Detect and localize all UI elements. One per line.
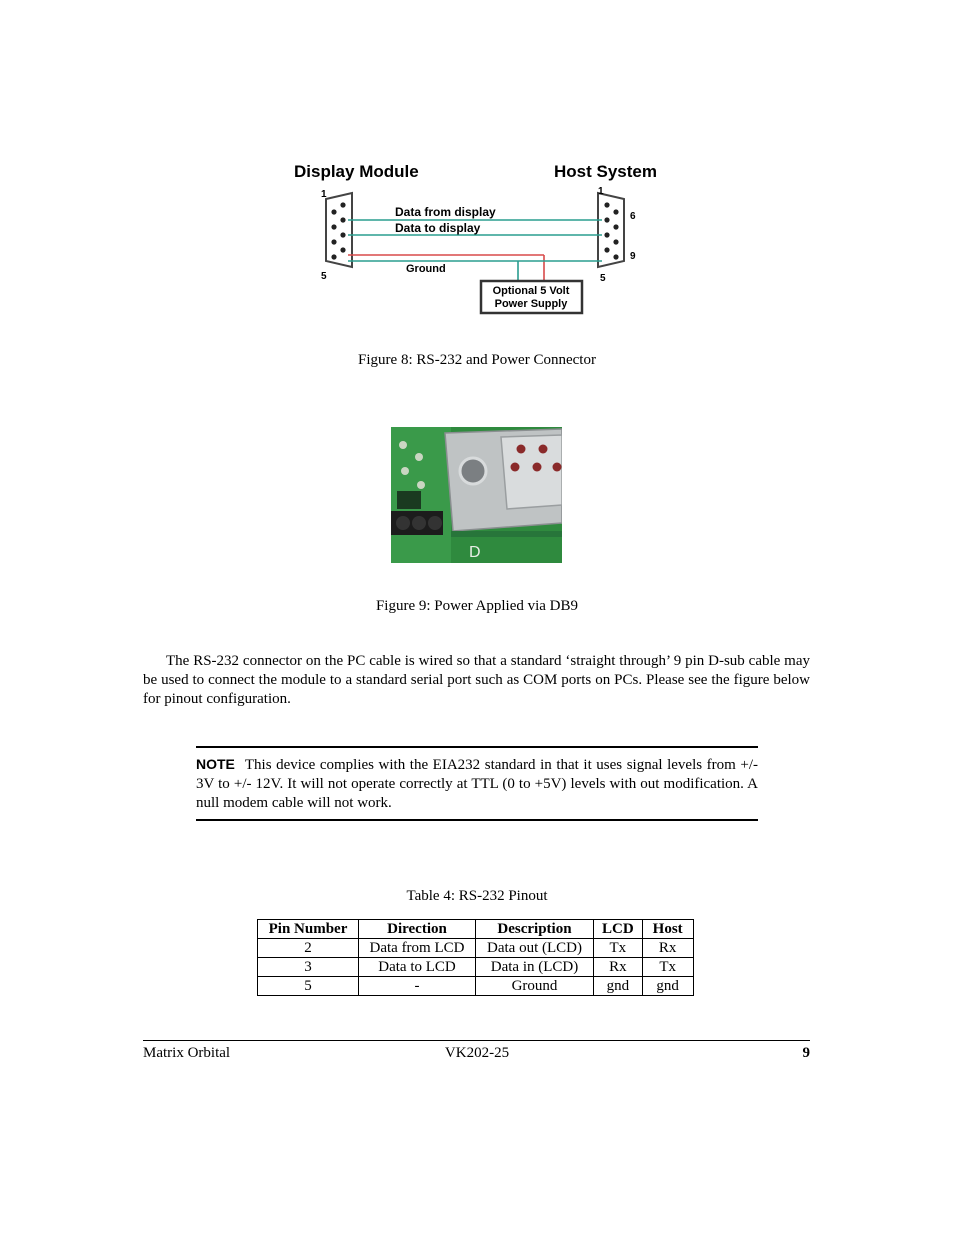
left-db9-connector	[326, 193, 352, 267]
figure-8-caption: Figure 8: RS-232 and Power Connector	[358, 352, 596, 368]
data-from-display-label: Data from display	[395, 205, 496, 219]
table-header-row	[258, 920, 694, 939]
right-db9-connector	[598, 193, 624, 267]
table-cell: gnd	[642, 977, 693, 996]
footer-center: VK202-25	[444, 1045, 510, 1061]
table-cell: Rx	[642, 939, 693, 958]
table-cell: Rx	[594, 958, 643, 977]
table-caption: Table 4: RS-232 Pinout	[406, 888, 548, 904]
right-pin-5-label: 5	[600, 273, 606, 284]
header-direction: Direction	[359, 920, 476, 939]
note-box	[196, 746, 758, 821]
header-description: Description	[476, 920, 594, 939]
footer-left: Matrix Orbital	[143, 1045, 231, 1061]
display-module-label: Display Module	[294, 162, 419, 181]
data-to-display-label: Data to display	[395, 221, 481, 235]
table-row	[258, 939, 694, 958]
figure-9-caption: Figure 9: Power Applied via DB9	[375, 598, 579, 614]
note-text: This device complies with the EIA232 standard in that it uses signal levels from +/- 3V to +/- 12V. It will not operate correctly at TTL (0 to +5V) levels with out modification. A null modem cable will not work.	[196, 757, 758, 811]
page-number: 9	[802, 1045, 810, 1061]
body-paragraph: The RS-232 connector on the PC cable is wired so that a standard ‘straight through’ 9 pin D-sub cable may be used to connect the module to a standard serial port such as COM ports on PCs. Please see the figure below for pinout configuration.	[143, 653, 810, 707]
right-pin-6-label: 6	[630, 211, 636, 222]
header-lcd: LCD	[594, 920, 643, 939]
table-row	[258, 958, 694, 977]
table-cell: gnd	[594, 977, 643, 996]
db9-power-photo	[391, 427, 562, 563]
right-pin-9-label: 9	[630, 251, 636, 262]
table-cell: -	[359, 977, 476, 996]
table-cell: Tx	[594, 939, 643, 958]
footer-rule	[143, 1040, 810, 1041]
table-cell: Data out (LCD)	[476, 939, 594, 958]
silkscreen-letter: D	[469, 544, 481, 561]
ground-label: Ground	[406, 263, 446, 275]
left-pin-1-label: 1	[321, 189, 327, 200]
rs232-wiring-diagram	[288, 157, 668, 319]
host-system-label: Host System	[554, 162, 657, 181]
right-pin-1-label: 1	[598, 186, 604, 197]
pinout-table	[257, 919, 694, 996]
psu-line-1: Optional 5 Volt	[492, 285, 570, 297]
table-cell: 5	[258, 977, 359, 996]
table-cell: Data to LCD	[359, 958, 476, 977]
table-cell: Ground	[476, 977, 594, 996]
table-cell: 3	[258, 958, 359, 977]
note-label: NOTE	[196, 756, 235, 772]
header-host: Host	[642, 920, 693, 939]
table-cell: Data in (LCD)	[476, 958, 594, 977]
psu-line-2: Power Supply	[494, 298, 568, 310]
table-cell: Tx	[642, 958, 693, 977]
table-cell: Data from LCD	[359, 939, 476, 958]
table-row	[258, 977, 694, 996]
table-cell: 2	[258, 939, 359, 958]
left-pin-5-label: 5	[321, 271, 327, 282]
header-pin-number: Pin Number	[258, 920, 359, 939]
